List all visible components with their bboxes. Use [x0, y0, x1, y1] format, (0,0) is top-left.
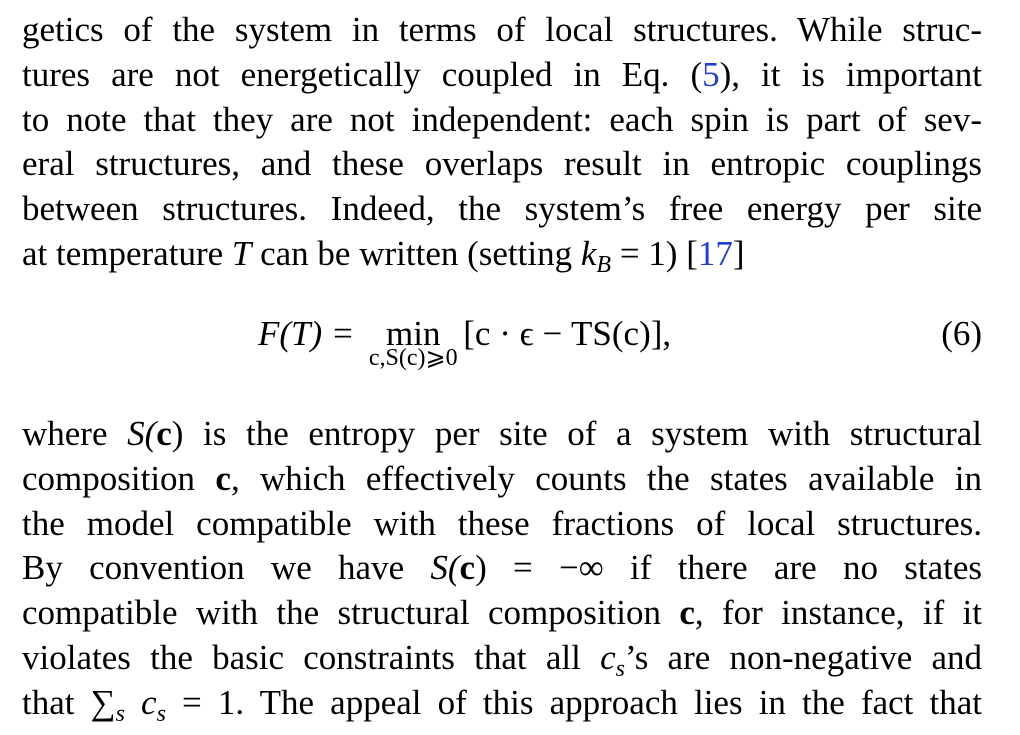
- text-line: eral structures, and these overlaps result in entropic couplings: [22, 144, 982, 184]
- text-line: By convention we have S(c) = −∞ if there are no states: [22, 548, 982, 588]
- equation-ref-link[interactable]: 5: [702, 54, 720, 94]
- min-operator: min c,S(c)⩾0: [363, 310, 463, 358]
- text-line: to note that they are not independent: each spin is part of sev-: [22, 99, 982, 139]
- text-line: violates the basic constraints that all $c_s’s$ are non-negative and: [22, 637, 982, 682]
- paragraph-1: [22, 8, 982, 277]
- min-constraint: c,S(c)⩾0: [368, 345, 458, 371]
- text-line: that $\sum_s$ $c_s = 1$. The appeal of this approach lies in the fact that: [22, 682, 982, 727]
- paragraph-2: [22, 412, 982, 726]
- citation-link[interactable]: 17: [697, 233, 733, 273]
- text-line: between structures. Indeed, the system’s free energy per site: [22, 189, 982, 229]
- text-line: the model compatible with these fractions of local structures.: [22, 503, 982, 543]
- equation-lhs: F(T) =: [258, 314, 364, 353]
- display-equation: [0, 310, 1020, 390]
- equation-number: (6): [941, 314, 982, 353]
- text-line: composition c, which effectively counts the states available in: [22, 458, 982, 498]
- summation-symbol: ∑: [90, 682, 116, 722]
- text-line: tures are not energetically coupled in Eq. (5), it is important: [22, 54, 982, 94]
- text-line: at temperature T can be written (setting $k_B = 1$) [17]: [22, 233, 745, 278]
- text-line: compatible with the structural composition c, for instance, if it: [22, 593, 983, 633]
- text-line: getics of the system in terms of local structures. While struc-: [22, 10, 982, 49]
- text-line: where S(c) is the entropy per site of a system with structural: [22, 414, 982, 453]
- equation-rhs: [c · ϵ − TS(c)],: [463, 314, 672, 353]
